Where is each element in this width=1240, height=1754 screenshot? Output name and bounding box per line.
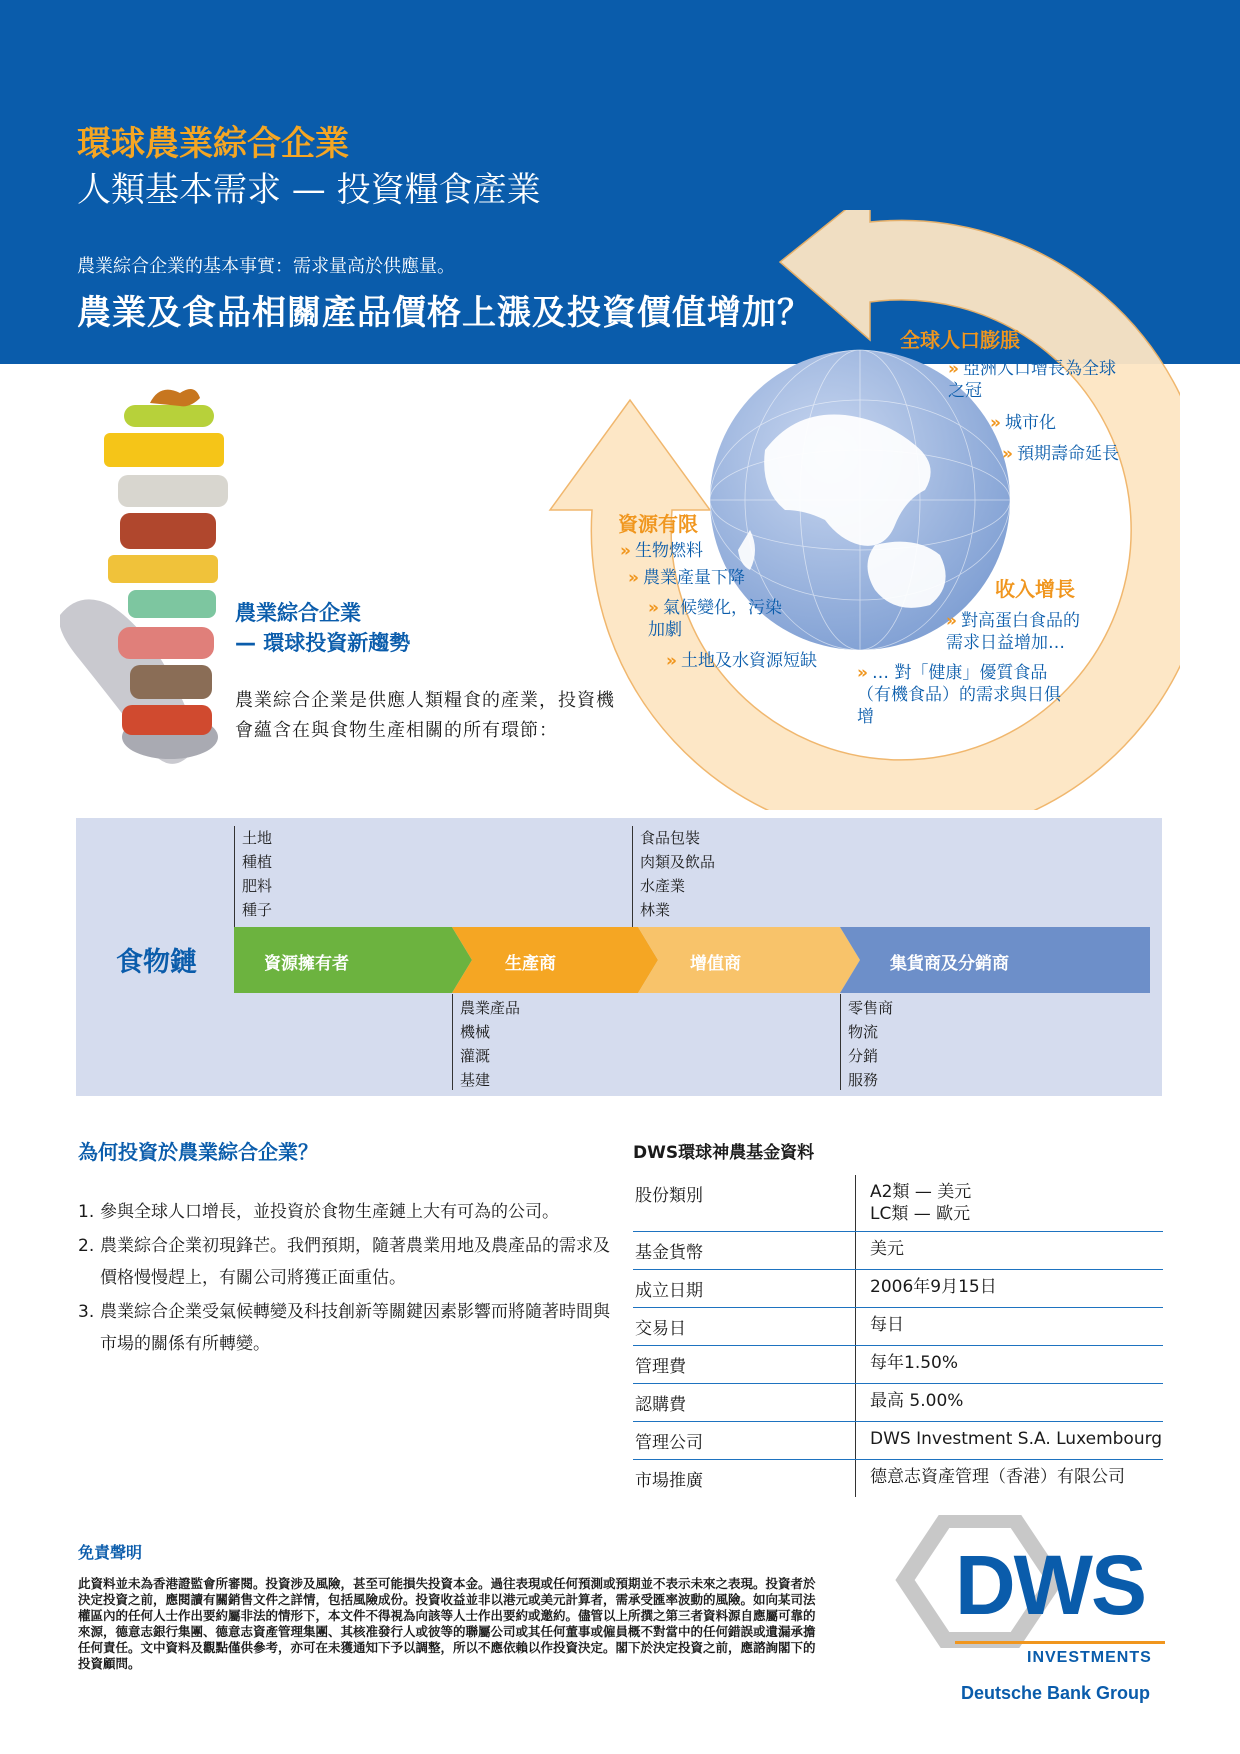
cycle-resources-title: 資源有限 bbox=[618, 512, 698, 536]
chevron-icon: » bbox=[666, 651, 677, 671]
cycle-resources-item: » 生物燃料 bbox=[620, 541, 703, 561]
chain-list-value-add bbox=[640, 826, 715, 922]
divider bbox=[632, 826, 633, 928]
cycle-income-title: 收入增長 bbox=[995, 577, 1075, 601]
list-item: 水產業 bbox=[640, 877, 686, 895]
table-row: 管理費 每年1.50% bbox=[633, 1346, 1163, 1384]
list-item: 3. 農業綜合企業受氣候轉變及科技創新等關鍵因素影響而將隨著時間與市場的關係有所轉變。 bbox=[78, 1302, 610, 1354]
megatrend-title: 農業綜合企業 — 環球投資新趨勢 bbox=[235, 601, 411, 655]
list-item: 2. 農業綜合企業初現鋒芒。我們預期，隨著農業用地及農產品的需求及價格慢慢趕上，有關公司將獲正面重估。 bbox=[78, 1236, 610, 1288]
list-item: 零售商 bbox=[848, 999, 894, 1017]
cycle-population-item: » 亞洲人口增長為全球之冠 bbox=[948, 359, 1116, 401]
food-tower-illustration bbox=[60, 385, 240, 785]
chevron-icon: » bbox=[620, 541, 631, 561]
chevron-icon: » bbox=[948, 359, 959, 379]
disclaimer-body: 此資料並未為香港證監會所審閱。投資涉及風險，甚至可能損失投資本金。過往表現或任何預測或預期並不表示未來之表現。投資者於決定投資之前，應閱讀有關銷售文件之詳情，包括風險成份。投資收益並非以港元或美元計算者，需承受匯率波動的風險。如向某司法權區內的任何人士作出要約屬非法的情形下，本文件不得視為向該等人士作出要約或邀約。儘管以上所撰之第三者資料源自應屬可靠的來源，德意志銀行集團、德意志資產管理集團、其核准發行人或彼等的聯屬公司或其任何董事或僱員概不對當中的任何錯誤或遺漏承擔任何責任。文中資料及觀點僅供參考，亦可在未獲通知下予以調整，所以不應依賴以作投資決定。閣下於決定投資之前，應諮詢閣下的投資顧問。 bbox=[78, 1576, 816, 1671]
logo-wordmark: DWS bbox=[955, 1538, 1145, 1632]
logo-rule bbox=[955, 1641, 1165, 1644]
page-subtitle: 人類基本需求 — 投資糧食產業 bbox=[77, 170, 541, 210]
fund-facts-table bbox=[633, 1175, 1163, 1497]
logo-group: Deutsche Bank Group bbox=[961, 1683, 1151, 1703]
table-row: 交易日 每日 bbox=[633, 1308, 1163, 1346]
stage-arrow-value-add bbox=[638, 927, 860, 993]
divider bbox=[234, 826, 235, 928]
list-item: 灌溉 bbox=[460, 1047, 491, 1065]
cycle-population-item: » 預期壽命延長 bbox=[1002, 444, 1119, 464]
chain-list-resources bbox=[242, 826, 272, 922]
list-item: 土地 bbox=[242, 829, 273, 847]
why-invest-title: 為何投資於農業綜合企業？ bbox=[78, 1140, 318, 1164]
list-item: 1. 參與全球人口增長，並投資於食物生產鏈上大有可為的公司。 bbox=[78, 1202, 559, 1222]
table-row: 成立日期 2006年9月15日 bbox=[633, 1270, 1163, 1308]
chevron-icon: » bbox=[946, 611, 957, 631]
page-title: 環球農業綜合企業 bbox=[77, 124, 349, 164]
megatrend-body: 農業綜合企業是供應人類糧食的產業，投資機會蘊含在與食物生產相關的所有環節： bbox=[235, 690, 615, 741]
stage-label: 資源擁有者 bbox=[264, 954, 349, 974]
list-item: 種子 bbox=[242, 901, 273, 919]
logo-subtitle: INVESTMENTS bbox=[1027, 1649, 1152, 1666]
food-chain-label: 食物鏈 bbox=[116, 947, 197, 978]
list-item: 林業 bbox=[640, 901, 671, 919]
divider bbox=[452, 994, 453, 1090]
list-item: 肉類及飲品 bbox=[640, 853, 716, 871]
disclaimer-title: 免責聲明 bbox=[78, 1543, 143, 1562]
stage-label: 增值商 bbox=[690, 954, 741, 974]
table-row: 管理公司 DWS Investment S.A. Luxembourg bbox=[633, 1422, 1163, 1460]
fund-facts-title: DWS環球神農基金資料 bbox=[633, 1143, 815, 1163]
list-item: 機械 bbox=[460, 1023, 491, 1041]
list-item: 農業產品 bbox=[460, 999, 521, 1017]
list-item: 物流 bbox=[848, 1023, 879, 1041]
cycle-population-item: » 城市化 bbox=[990, 413, 1056, 433]
cycle-income-item: » 對高蛋白食品的需求日益增加… bbox=[946, 611, 1080, 653]
headline: 農業及食品相關產品價格上漲及投資價值增加？ bbox=[77, 293, 812, 333]
table-row: 認購費 最高 5.00% bbox=[633, 1384, 1163, 1422]
list-item: 種植 bbox=[242, 853, 273, 871]
cycle-population-title: 全球人口膨脹 bbox=[900, 328, 1020, 352]
list-item: 分銷 bbox=[848, 1047, 879, 1065]
divider bbox=[840, 994, 841, 1090]
table-row: 基金貨幣 美元 bbox=[633, 1232, 1163, 1270]
chevron-icon: » bbox=[857, 663, 868, 683]
stage-label: 集貨商及分銷商 bbox=[890, 954, 1009, 974]
why-invest-list bbox=[78, 1196, 618, 1360]
list-item: 基建 bbox=[460, 1071, 491, 1089]
stage-label: 生產商 bbox=[505, 954, 556, 974]
dws-logo bbox=[895, 1515, 1165, 1715]
chevron-icon: » bbox=[990, 413, 1001, 433]
table-row: 股份類別 A2類 — 美元 LC類 — 歐元 bbox=[633, 1175, 1163, 1232]
cycle-income-item: » … 對「健康」優質食品（有機食品）的需求與日俱增 bbox=[857, 663, 1061, 727]
cycle-resources-item: » 土地及水資源短缺 bbox=[666, 651, 817, 671]
intro-text: 農業綜合企業的基本事實：需求量高於供應量。 bbox=[77, 256, 455, 277]
list-item: 肥料 bbox=[242, 877, 273, 895]
cycle-resources-item: » 氣候變化，污染加劇 bbox=[648, 598, 782, 640]
chevron-icon: » bbox=[1002, 444, 1013, 464]
list-item: 食品包裝 bbox=[640, 829, 701, 847]
chain-list-distributor bbox=[848, 996, 893, 1092]
chevron-icon: » bbox=[648, 598, 659, 618]
chain-list-producer bbox=[460, 996, 520, 1092]
table-row: 市場推廣 德意志資產管理（香港）有限公司 bbox=[633, 1460, 1163, 1498]
cycle-resources-item: » 農業產量下降 bbox=[628, 568, 745, 588]
list-item: 服務 bbox=[848, 1071, 879, 1089]
chevron-icon: » bbox=[628, 568, 639, 588]
